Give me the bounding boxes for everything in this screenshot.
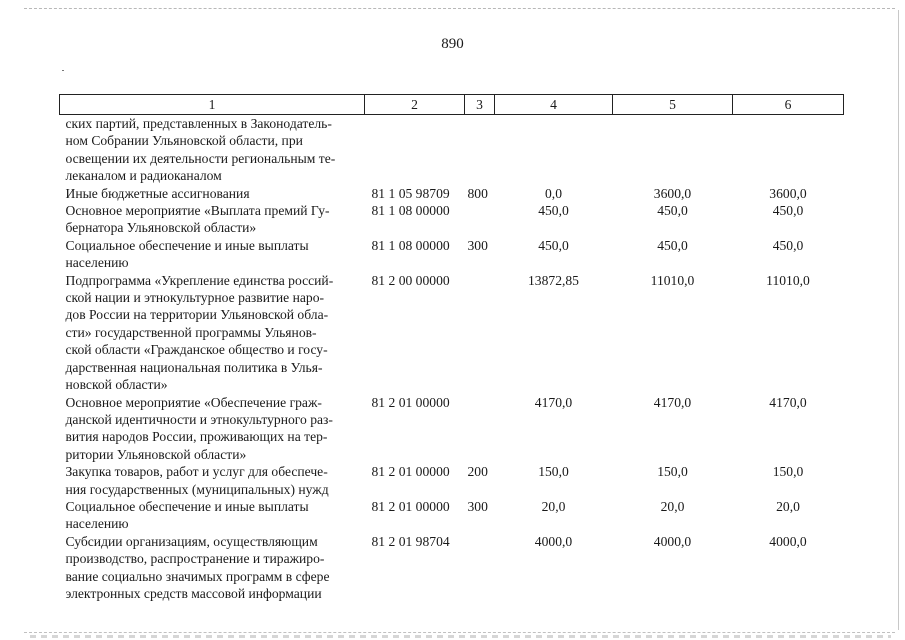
row-value-col5: 11010,0 [650, 272, 695, 288]
row-name-cell [60, 185, 365, 202]
row-name-line: ских партий, представленных в Законодатель- [65, 116, 332, 131]
row-code-cell: 81 2 01 00000 [371, 464, 450, 480]
row-expense-type-cell [465, 202, 495, 237]
row-name-line: Социальное обеспечение и иные выплаты [65, 237, 309, 253]
row-value-col6: 11010,0 [766, 272, 810, 288]
row-name-line: Закупка товаров, работ и услуг для обеспече- [65, 464, 328, 480]
row-value-col4: 13872,85 [528, 272, 579, 288]
row-name-cell [60, 498, 365, 533]
header-col-6: 6 [733, 95, 844, 115]
row-name-line: Основное мероприятие «Выплата премий Гу- [65, 203, 330, 219]
row-value-col6: 450,0 [772, 237, 804, 253]
row-name-cell [60, 463, 365, 498]
row-code-cell: 81 2 00 00000 [371, 272, 450, 288]
row-value-col6: 20,0 [776, 498, 800, 514]
row-name-line: дарственная национальная политика в Улья- [65, 359, 323, 375]
table-row [60, 533, 844, 603]
row-value-col4: 4000,0 [534, 533, 573, 549]
row-code-cell: 81 2 01 00000 [371, 394, 450, 410]
row-name-line: ской области «Гражданское общество и госу- [65, 342, 328, 358]
row-value-col6: 150,0 [772, 464, 804, 480]
row-name-line: Основное мероприятие «Обеспечение граж- [65, 394, 322, 410]
row-value-col5: 450,0 [657, 203, 688, 219]
page-top-edge [24, 8, 895, 9]
table-row [60, 463, 844, 498]
header-col-2: 2 [365, 95, 465, 115]
row-code-cell: 81 2 01 00000 [371, 498, 450, 514]
table-row [60, 498, 844, 533]
row-value-col6: 450,0 [772, 203, 804, 219]
table-row [60, 272, 844, 394]
row-name-cell [60, 237, 365, 272]
header-col-3: 3 [465, 95, 495, 115]
header-col-5: 5 [613, 95, 733, 115]
row-name-line: ской нации и этнокультурное развитие наро- [65, 290, 325, 306]
row-value-col5: 450,0 [657, 237, 688, 253]
budget-table [59, 94, 844, 602]
row-name-line: новской области» [65, 377, 168, 393]
row-value-col4: 150,0 [538, 464, 569, 480]
row-name-line: населению [65, 255, 129, 271]
row-expense-type-cell: 800 [467, 185, 488, 201]
scan-speck [62, 70, 64, 71]
table-row [60, 394, 844, 464]
row-expense-type-cell [465, 272, 495, 394]
row-value-col4: 450,0 [538, 203, 569, 219]
header-row [60, 95, 844, 115]
row-name-line: вание социально значимых программ в сфере [65, 568, 330, 584]
table-row [60, 185, 844, 202]
row-value-col6: 4000,0 [769, 533, 807, 549]
row-name-line: ния государственных (муниципальных) нужд [65, 481, 329, 497]
row-code-cell: 81 2 01 98704 [371, 533, 450, 549]
row-value-col4: 20,0 [541, 498, 566, 514]
table-header [60, 95, 844, 115]
row-expense-type-cell [465, 394, 495, 464]
header-col-1: 1 [60, 95, 365, 115]
row-name-cell [60, 394, 365, 464]
row-code-cell: 81 1 08 00000 [371, 203, 450, 219]
row-value-col6: 3600,0 [769, 185, 807, 201]
row-name-cell [60, 272, 365, 394]
row-expense-type-cell: 300 [467, 237, 488, 253]
row-name-cell [60, 533, 365, 603]
row-name-line: ном Собрании Ульяновской области, при [65, 133, 303, 149]
row-value-col5 [613, 115, 733, 185]
row-name-line: леканалом и радиоканалом [65, 168, 222, 184]
row-name-line: данской идентичности и этнокультурного раз- [65, 411, 333, 427]
row-value-col4: 0,0 [545, 185, 562, 201]
row-name-line: Субсидии организациям, осуществляющим [65, 533, 318, 549]
row-value-col5: 150,0 [657, 464, 688, 480]
row-name-line: Социальное обеспечение и иные выплаты [65, 498, 309, 514]
row-expense-type-cell: 300 [467, 498, 488, 514]
row-name-line: сти» государственной программы Ульянов- [65, 324, 317, 340]
row-name-line: вития народов России, проживающих на тер- [65, 429, 328, 445]
row-name-cell [60, 202, 365, 237]
row-value-col6 [733, 115, 844, 185]
row-name-line: населению [65, 516, 129, 532]
row-name-line: Подпрограмма «Укрепление единства россий- [65, 272, 334, 288]
page-bottom-edge [24, 632, 895, 633]
row-name-line: дов России на территории Ульяновской обла- [65, 307, 329, 323]
table-row [60, 115, 844, 185]
row-expense-type-cell: 200 [467, 464, 488, 480]
row-code-cell [365, 115, 465, 185]
bleed-through-text [30, 635, 891, 638]
row-name-cell [60, 115, 365, 185]
row-name-line: производство, распространение и тиражиро- [65, 551, 325, 567]
page-number: 890 [441, 36, 464, 52]
header-col-4: 4 [495, 95, 613, 115]
row-value-col6: 4170,0 [769, 394, 807, 410]
row-name-line: Иные бюджетные ассигнования [65, 185, 250, 201]
row-expense-type-cell [465, 533, 495, 603]
row-name-line: электронных средств массовой информации [65, 585, 322, 601]
row-name-line: освещении их деятельности региональным те- [65, 150, 336, 166]
row-expense-type-cell [465, 115, 495, 185]
row-value-col5: 20,0 [660, 498, 685, 514]
row-code-cell: 81 1 08 00000 [371, 237, 450, 253]
row-name-line: бернатора Ульяновской области» [65, 220, 257, 236]
row-value-col5: 4000,0 [653, 533, 692, 549]
row-value-col4: 4170,0 [534, 394, 573, 410]
row-value-col5: 4170,0 [653, 394, 692, 410]
row-name-line: ритории Ульяновской области» [65, 446, 247, 462]
row-code-cell: 81 1 05 98709 [371, 185, 450, 201]
row-value-col5: 3600,0 [653, 185, 692, 201]
table-row [60, 202, 844, 237]
row-value-col4: 450,0 [538, 237, 569, 253]
row-value-col4 [495, 115, 613, 185]
table-row [60, 237, 844, 272]
table-body [60, 115, 844, 603]
page-right-edge [898, 10, 899, 630]
